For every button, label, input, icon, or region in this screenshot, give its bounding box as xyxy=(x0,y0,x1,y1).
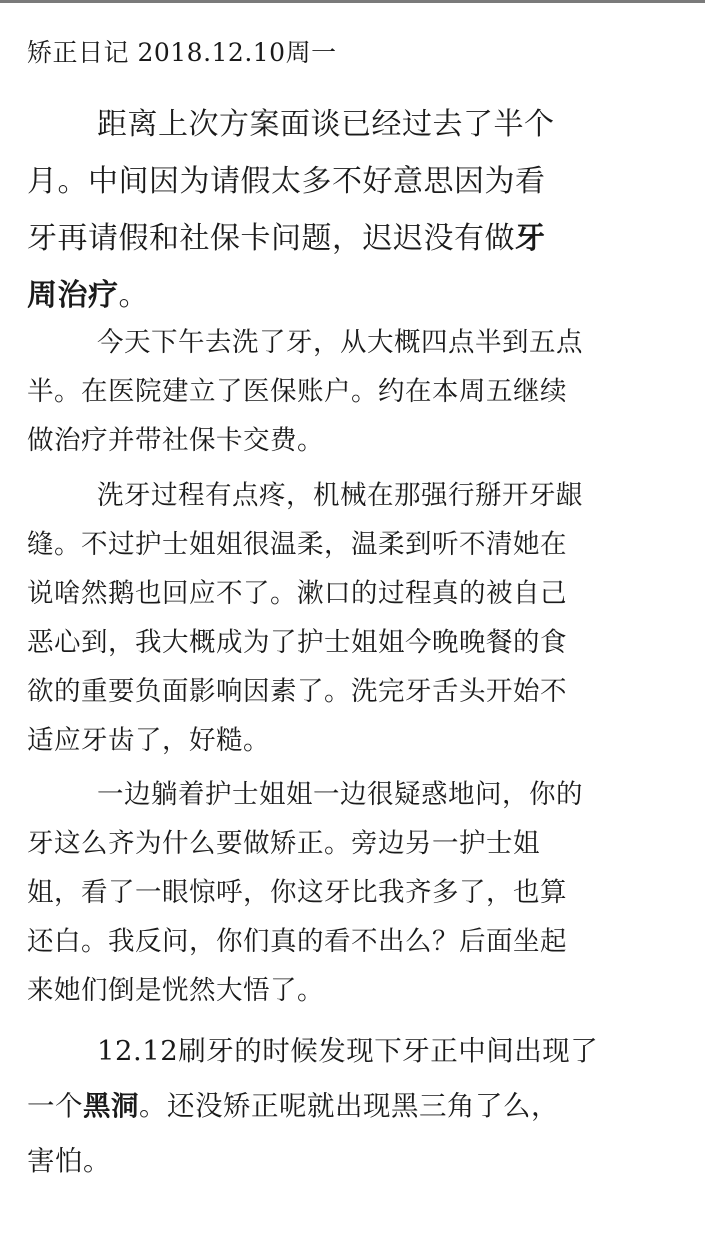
paragraph-1-line-3 xyxy=(27,210,672,267)
diary-heading: 矫正日记 2018.12.10周一 xyxy=(27,38,337,67)
paragraph-1-line-4 xyxy=(27,267,672,324)
paragraph-5-line-2-prefix: 一个 xyxy=(27,1090,83,1122)
paragraph-4-line-1: 一边躺着护士姐姐一边很疑惑地问，你的 xyxy=(97,779,583,810)
top-divider xyxy=(0,0,705,3)
paragraph-4 xyxy=(27,770,672,1015)
paragraph-5-line-3: 害怕。 xyxy=(27,1145,111,1177)
paragraph-2-line-1: 今天下午去洗了牙，从大概四点半到五点 xyxy=(97,327,583,358)
paragraph-2-line-2: 半。在医院建立了医保账户。约在本周五继续 xyxy=(27,376,567,407)
paragraph-4-line-4: 还白。我反问，你们真的看不出么？后面坐起 xyxy=(27,926,567,957)
paragraph-1 xyxy=(27,96,672,324)
paragraph-1-line-1: 距离上次方案面谈已经过去了半个 xyxy=(97,107,555,142)
paragraph-3-line-2: 缝。不过护士姐姐很温柔，温柔到听不清她在 xyxy=(27,529,567,560)
paragraph-5-line-2-suffix: 。还没矫正呢就出现黑三角了么， xyxy=(139,1090,559,1122)
paragraph-1-line-4-text: 。 xyxy=(118,278,149,313)
paragraph-5-bold-black-hole: 黑洞 xyxy=(83,1090,139,1122)
paragraph-3-line-6: 适应牙齿了，好糙。 xyxy=(27,725,270,756)
paragraph-3-line-1: 洗牙过程有点疼，机械在那强行掰开牙龈 xyxy=(97,480,583,511)
paragraph-1-line-2: 月。中间因为请假太多不好意思因为看 xyxy=(27,164,546,199)
paragraph-3-line-4: 恶心到，我大概成为了护士姐姐今晚晚餐的食 xyxy=(27,627,567,658)
paragraph-1-line-3-text: 牙再请假和社保卡问题，迟迟没有做 xyxy=(27,221,515,256)
paragraph-3-line-5: 欲的重要负面影响因素了。洗完牙舌头开始不 xyxy=(27,676,567,707)
paragraph-5-line-1: 12.12刷牙的时候发现下牙正中间出现了 xyxy=(97,1035,599,1067)
paragraph-5 xyxy=(27,1024,672,1189)
paragraph-2-line-3: 做治疗并带社保卡交费。 xyxy=(27,425,324,456)
paragraph-1-bold-tooth: 牙 xyxy=(515,221,546,256)
paragraph-1-bold-treatment: 周治疗 xyxy=(27,278,119,313)
paragraph-3 xyxy=(27,471,672,765)
paragraph-4-line-2: 牙这么齐为什么要做矫正。旁边另一护士姐 xyxy=(27,828,540,859)
paragraph-4-line-3: 姐，看了一眼惊呼，你这牙比我齐多了，也算 xyxy=(27,877,567,908)
paragraph-3-line-3: 说啥然鹅也回应不了。漱口的过程真的被自己 xyxy=(27,578,567,609)
paragraph-2 xyxy=(27,318,672,465)
paragraph-5-line-2 xyxy=(27,1079,672,1134)
paragraph-4-line-5: 来她们倒是恍然大悟了。 xyxy=(27,975,324,1006)
